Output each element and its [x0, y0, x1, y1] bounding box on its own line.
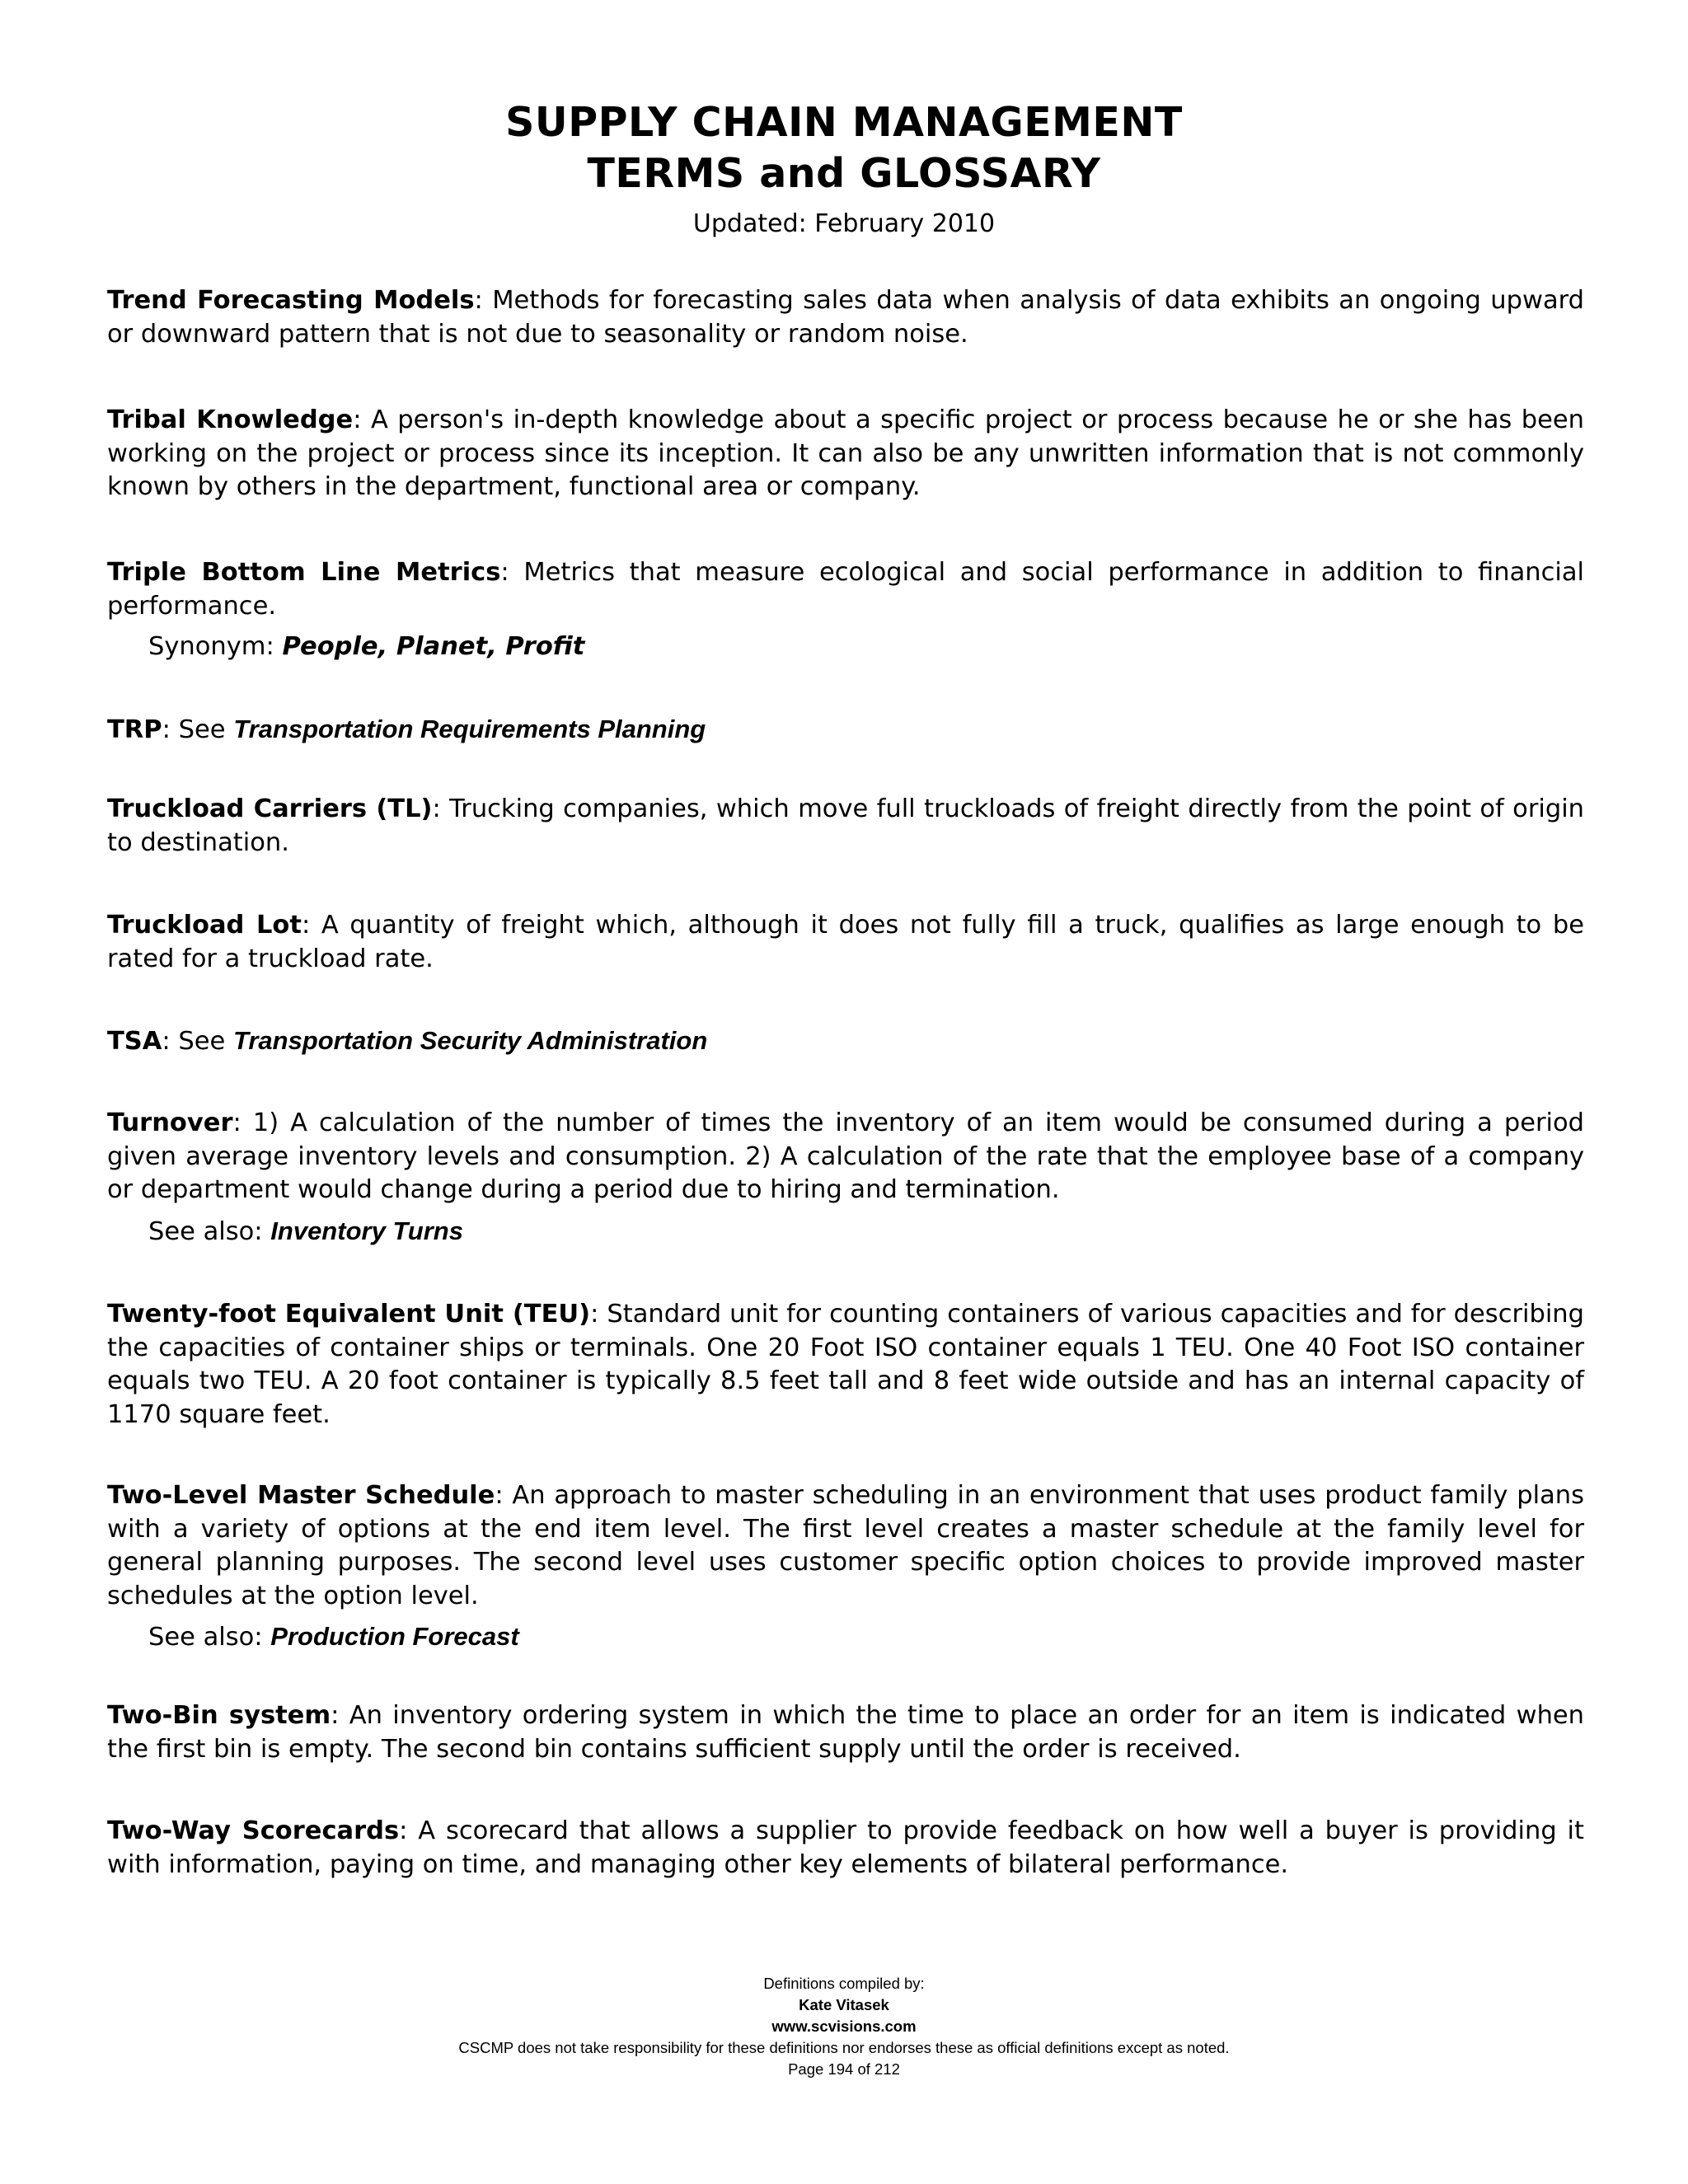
see-also-reference: Production Forecast: [270, 1622, 519, 1651]
glossary-entry: [107, 556, 1584, 664]
glossary-entry: [107, 1298, 1584, 1432]
glossary-entry: [107, 1107, 1584, 1249]
glossary-definition: : A person's in-depth knowledge about a specific project or process because he or she has been working on the project or process since its inception. It can also be any unwritten information that is not commonly known by others in the department, functional area or company.: [107, 405, 1584, 501]
glossary-term: Two-Way Scorecards: [107, 1816, 400, 1845]
glossary-entry: [107, 1699, 1584, 1766]
glossary-definition: : See: [162, 1027, 233, 1056]
glossary-term: Truckload Carriers (TL): [107, 794, 433, 823]
glossary-term: TRP: [107, 715, 162, 744]
see-also-line: [107, 1620, 1584, 1655]
glossary-term: Twenty-foot Equivalent Unit (TEU): [107, 1300, 591, 1329]
glossary-definition: : A quantity of freight which, although it does not fully fill a truck, qualifies as large enough to be rated for a truckload rate.: [107, 911, 1584, 973]
glossary-entry: [107, 793, 1584, 860]
glossary-term: Two-Level Master Schedule: [107, 1481, 495, 1510]
synonym-label: Synonym:: [148, 632, 283, 661]
disclaimer-text: CSCMP does not take responsibility for these definitions nor endorses these as official definitions except as noted.: [458, 2039, 1230, 2056]
synonym-reference: People, Planet, Profit: [282, 632, 585, 661]
glossary-entry: [107, 284, 1584, 351]
glossary-definition: : Standard unit for counting containers of various capacities and for describing the capacities of container ships or terminals. One 20 Foot ISO container equals 1 TEU. One 40 Foot ISO container equals two TEU. A 20 foot container is typically 8.5 feet tall and 8 feet wide outside and has an internal capacity of 1170 square feet.: [107, 1300, 1585, 1429]
glossary-entry: [107, 1479, 1584, 1655]
updated-date: Updated: February 2010: [692, 209, 996, 238]
glossary-entry-body: [107, 1479, 1584, 1613]
glossary-entry: [107, 1815, 1584, 1882]
glossary-term: Trend Forecasting Models: [107, 286, 475, 315]
glossary-entry: [107, 404, 1584, 504]
glossary-term: Two-Bin system: [107, 1701, 331, 1730]
website-link[interactable]: www.scvisions.com: [771, 2018, 917, 2035]
glossary-entry: [107, 909, 1584, 976]
glossary-entry: [107, 713, 1584, 748]
glossary-definition: : A scorecard that allows a supplier to provide feedback on how well a buyer is providing it with information, paying on time, and managing other key elements of bilateral performance.: [107, 1816, 1584, 1879]
compiled-by-label: Definitions compiled by:: [763, 1975, 925, 1992]
glossary-entry-body: [107, 1107, 1584, 1207]
cross-reference: Transportation Requirements Planning: [233, 715, 706, 743]
glossary-definition: : An inventory ordering system in which the time to place an order for an item is indicated when the first bin is empty. The second bin contains sufficient supply until the order is received.: [107, 1701, 1584, 1764]
glossary-term: Triple Bottom Line Metrics: [107, 558, 501, 587]
glossary-term: Truckload Lot: [107, 911, 302, 940]
see-also-reference: Inventory Turns: [270, 1216, 463, 1245]
document-title-line-2: TERMS and GLOSSARY: [587, 150, 1101, 197]
document-header: [0, 97, 1688, 242]
glossary-term: TSA: [107, 1027, 162, 1056]
see-also-label: See also:: [148, 1623, 271, 1652]
glossary-definition: : Trucking companies, which move full truckloads of freight directly from the point of origin to destination.: [107, 794, 1584, 857]
document-title-line-1: SUPPLY CHAIN MANAGEMENT: [505, 99, 1183, 146]
glossary-entry-body: [107, 556, 1584, 623]
document-footer: [0, 1973, 1688, 2080]
see-also-line: [107, 1215, 1584, 1249]
glossary-definition: : 1) A calculation of the number of times the inventory of an item would be consumed during a period given average inventory levels and consumption. 2) A calculation of the rate that the employee base of a company or department would change during a period due to hiring and termination.: [107, 1108, 1584, 1204]
glossary-definition: : An approach to master scheduling in an environment that uses product family plans with a variety of options at the end item level. The first level creates a master schedule at the family level for general planning purposes. The second level uses customer specific option choices to provide improved master schedules at the option level.: [107, 1481, 1584, 1610]
glossary-entry: [107, 1024, 1584, 1059]
glossary-definition: : Methods for forecasting sales data when analysis of data exhibits an ongoing upward or downward pattern that is not due to seasonality or random noise.: [107, 286, 1584, 349]
author-name: Kate Vitasek: [799, 1996, 889, 2013]
glossary-term: Tribal Knowledge: [107, 405, 354, 434]
glossary-term: Turnover: [107, 1108, 233, 1137]
see-also-label: See also:: [148, 1216, 271, 1246]
synonym-line: [107, 630, 1584, 664]
glossary-definition: : See: [162, 715, 234, 744]
cross-reference: Transportation Security Administration: [232, 1026, 708, 1055]
page-number: Page 194 of 212: [788, 2060, 900, 2078]
glossary-definition: : Metrics that measure ecological and social performance in addition to financial performance.: [107, 558, 1584, 621]
